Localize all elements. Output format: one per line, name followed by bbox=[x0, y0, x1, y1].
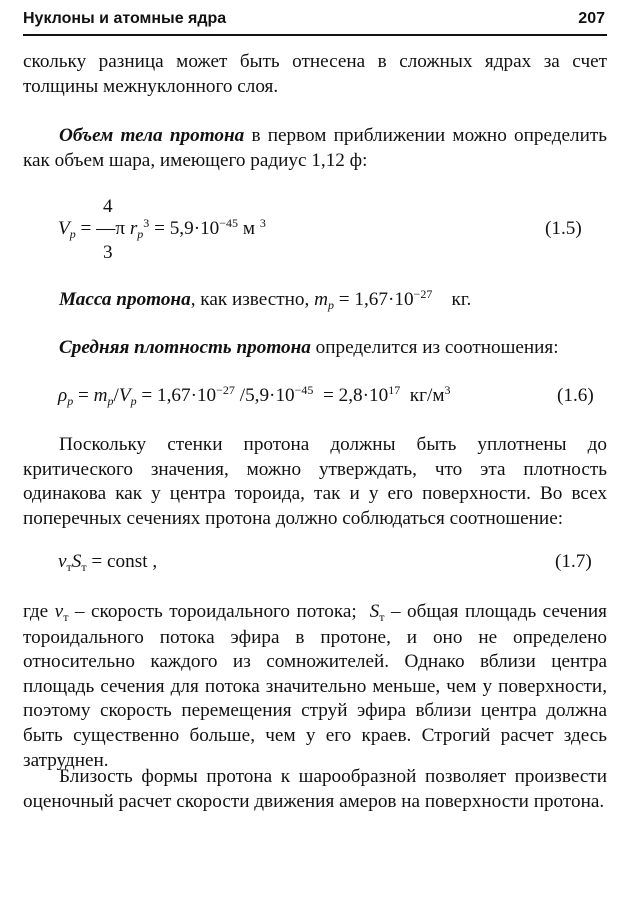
paragraph-2-text: в первом приближении можно определить как объем шара, имеющего радиус 1,12 ф: bbox=[23, 125, 607, 171]
term-proton-mass: Масса протона bbox=[59, 289, 191, 310]
header-title: Нуклоны и атомные ядра bbox=[23, 10, 227, 27]
fraction-numerator: 4 bbox=[103, 196, 113, 217]
paragraph-7: Близость формы протона к шарообразной позволяет произвести оценочный расчет скорости движения амеров на поверхности протона. bbox=[23, 766, 607, 812]
paragraph-4: Средняя плотность протона определится из соотношения: bbox=[59, 337, 559, 358]
page-number: 207 bbox=[578, 10, 605, 27]
equation-number-1-7: (1.7) bbox=[555, 551, 592, 572]
term-proton-density: Средняя плотность протона bbox=[59, 337, 311, 358]
term-proton-volume: Объем тела протона bbox=[59, 125, 245, 146]
running-header bbox=[23, 8, 607, 36]
equation-number-1-6: (1.6) bbox=[557, 385, 594, 406]
paragraph-3: Масса протона, как известно, $m_p = 1,67\cdot 10^{-27}$ кг. bbox=[59, 287, 472, 312]
equation-1-5-body: $V_p$ = —π $r_p^3 = 5,9\cdot 10^{-45}$ м $^3$ bbox=[58, 216, 266, 241]
paragraph-6: где $v_т$ – скорость тороидального потока; $S_т$ – общая площадь сечения тороидального потока эфира в протоне, и оно не определено относительно каждого из сомножителей. Однако вблизи центра площадь сечения для потока значительно меньше, чем у поверхности, поэтому скорость перемещения струй эфира вблизи центра должна быть существенно больше, чем у его краев. Строгий расчет здесь затруднен. bbox=[23, 601, 607, 771]
fraction-denominator: 3 bbox=[103, 242, 113, 263]
equation-1-7-body: $v_тS_т$ = const , bbox=[58, 551, 158, 574]
paragraph-2 bbox=[23, 124, 607, 173]
equation-number-1-5: (1.5) bbox=[545, 218, 582, 239]
equation-1-6-body: $\rho_p = m_p/V_p = 1,67\cdot 10^{-27}$ $/5,9\cdot 10^{-45} = 2,8\cdot 10^{17}$ $кг/м^3$ bbox=[58, 383, 451, 408]
paragraph-5: Поскольку стенки протона должны быть уплотнены до критического значения, можно утверждать, что эта плотность одинакова как у центра тороида, так и у его поверхности. Во всех поперечных сечениях протона должно соблюдаться соотношение: bbox=[23, 434, 607, 529]
paragraph-1: скольку разница может быть отнесена в сложных ядрах за счет толщины межнуклонного слоя. bbox=[23, 51, 607, 97]
